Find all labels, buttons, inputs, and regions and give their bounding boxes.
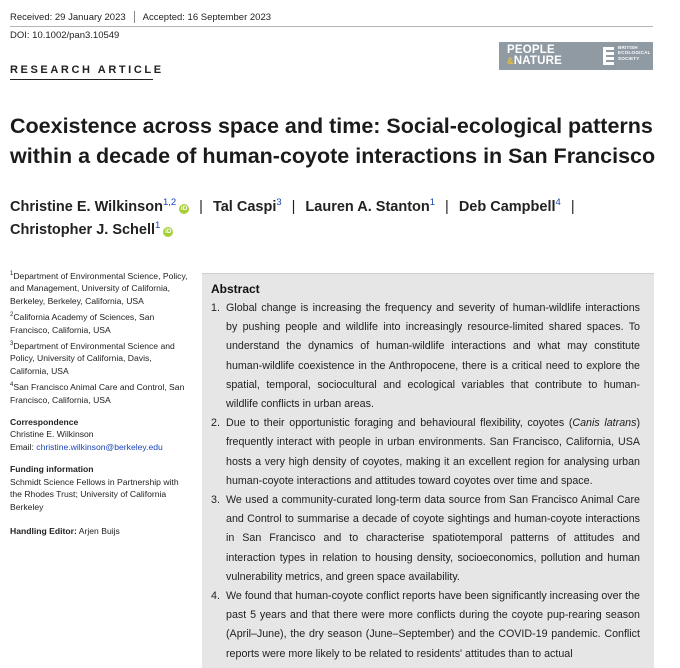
abstract-item-text: ) frequently interact with people in urban environments. San Francisco, California, USA hosts a very high density of coyotes, making it an excellent region for analysing urban human-coyote interactions and attitudes toward coyotes over time and space. bbox=[226, 417, 641, 487]
abstract-list bbox=[211, 299, 640, 664]
affiliation bbox=[10, 381, 190, 406]
orcid-icon[interactable]: iD bbox=[165, 228, 172, 235]
affiliation bbox=[10, 311, 190, 336]
abstract-heading: Abstract bbox=[211, 282, 260, 296]
affiliation-text: Department of Environmental Science, Policy, and Management, University of California, Berkeley, Berkeley, California, USA bbox=[10, 271, 188, 306]
affiliation-number: 2 bbox=[10, 312, 14, 319]
abstract-item-text: We found that human-coyote conflict reports have been significantly increasing over the past 5 years and that there were more conflicts during the coyote pup-rearing season (April–June), the dry season (June–September) and the COVID-19 pandemic. Conflict reports were more likely to be related to residents' attitudes than to actual bbox=[226, 590, 640, 660]
article-sidebar bbox=[10, 270, 190, 545]
author-name[interactable]: Tal Caspi bbox=[212, 199, 277, 215]
author-separator: | bbox=[570, 199, 575, 215]
correspondence-heading: Correspondence bbox=[10, 417, 79, 428]
handling-editor-name: Arjen Buijs bbox=[78, 525, 120, 536]
correspondence-email-line bbox=[10, 441, 190, 453]
logo-nature-word: NATURE bbox=[513, 55, 562, 67]
logo-line-nature bbox=[507, 55, 562, 67]
accepted-date: Accepted: 16 September 2023 bbox=[142, 11, 272, 23]
author-affiliation-ref[interactable]: 1 bbox=[429, 197, 436, 209]
abstract-item-number: 4. bbox=[211, 590, 220, 603]
author-separator: | bbox=[291, 199, 296, 215]
correspondence-block bbox=[10, 416, 190, 453]
doi[interactable]: DOI: 10.1002/pan3.10549 bbox=[10, 30, 120, 41]
abstract-box bbox=[202, 273, 654, 668]
orcid-icon[interactable]: iD bbox=[180, 205, 188, 212]
author-name[interactable]: Deb Campbell bbox=[458, 199, 556, 215]
author-separator: | bbox=[445, 199, 449, 215]
abstract-item-text: We used a community-curated long-term data source from San Francisco Animal Care and Control to summarise a decade of coyote sightings and human-coyote interactions in San Francisco and to characterise spatiotemporal patterns of attitudes and interaction types in relation to housing density, socioeconomics, pollution and human vulnerability metrics, and green space availability. bbox=[226, 494, 640, 583]
funding-heading: Funding information bbox=[10, 464, 94, 475]
author-name[interactable]: Christine E. Wilkinson bbox=[10, 199, 163, 215]
author-list bbox=[10, 196, 660, 242]
abstract-item-number: 1. bbox=[211, 302, 220, 314]
affiliation bbox=[10, 270, 190, 307]
people-and-nature-logo bbox=[499, 42, 653, 70]
abstract-item bbox=[211, 299, 640, 414]
received-date: Received: 29 January 2023 bbox=[10, 11, 126, 23]
date-divider bbox=[134, 11, 135, 23]
author-affiliation-ref[interactable]: 1,2 bbox=[162, 197, 177, 209]
abstract-item-number: 2. bbox=[211, 417, 220, 430]
author-affiliation-ref[interactable]: 1 bbox=[155, 220, 161, 232]
society-line: ECOLOGICAL bbox=[618, 50, 651, 56]
species-name: Canis latrans bbox=[572, 417, 637, 430]
society-line: SOCIETY bbox=[618, 55, 640, 61]
header-rule bbox=[10, 26, 653, 27]
article-type: RESEARCH ARTICLE bbox=[10, 64, 164, 76]
correspondence-email-link[interactable]: christine.wilkinson@berkeley.edu bbox=[36, 441, 163, 452]
author-name[interactable]: Lauren A. Stanton bbox=[305, 199, 430, 215]
author-separator: | bbox=[199, 199, 203, 215]
society-name bbox=[618, 45, 651, 61]
handling-editor-block bbox=[10, 525, 190, 537]
abstract-item-number: 3. bbox=[211, 494, 220, 507]
affiliation-text: California Academy of Sciences, San Francisco, California, USA bbox=[10, 312, 155, 335]
society-line: BRITISH bbox=[618, 45, 638, 50]
author[interactable] bbox=[10, 222, 173, 238]
funding-block bbox=[10, 463, 190, 513]
funding-text: Schmidt Science Fellows in Partnership with the Rhodes Trust; University of California Berkeley bbox=[10, 476, 179, 512]
affiliation-number: 4 bbox=[10, 382, 14, 389]
affiliation-number: 1 bbox=[10, 271, 14, 278]
abstract-item-text: Due to their opportunistic foraging and behavioural flexibility, coyotes ( bbox=[226, 417, 573, 430]
logo-ampersand: & bbox=[507, 56, 514, 66]
abstract-item bbox=[211, 414, 640, 491]
abstract-item-text: Global change is increasing the frequency and severity of human-wildlife interactions by pushing people and wildlife into increasingly resource-limited shared spaces. To understand the dynamics of human-wildlife interactions and what may constitute human-wildlife coexistence in the Anthropocene, there is a critical need to explore the spatial, temporal, sociocultural and ecological variables that contribute to human-wildlife conflicts in urban areas. bbox=[226, 302, 640, 411]
author[interactable] bbox=[10, 199, 189, 215]
affiliation-number: 3 bbox=[10, 341, 14, 348]
affiliation-text: Department of Environmental Science and Policy, University of California, Davis, California, USA bbox=[10, 341, 175, 376]
correspondence-name: Christine E. Wilkinson bbox=[10, 429, 94, 440]
abstract-item bbox=[211, 491, 640, 587]
author-affiliation-ref[interactable]: 4 bbox=[555, 197, 561, 209]
handling-editor-label: Handling Editor: bbox=[10, 525, 77, 536]
affiliation bbox=[10, 340, 190, 377]
abstract-item bbox=[211, 587, 640, 664]
author[interactable] bbox=[305, 199, 435, 215]
affiliation-text: San Francisco Animal Care and Control, San Francisco, California, USA bbox=[10, 382, 185, 405]
author[interactable] bbox=[213, 199, 282, 215]
bes-logo-icon bbox=[603, 47, 614, 65]
author[interactable] bbox=[459, 199, 561, 215]
email-label: Email: bbox=[10, 441, 37, 452]
logo-line-people: PEOPLE bbox=[507, 44, 555, 56]
article-type-rule bbox=[10, 79, 153, 80]
author-affiliation-ref[interactable]: 3 bbox=[276, 197, 282, 209]
publication-dates bbox=[10, 11, 271, 23]
article-title: Coexistence across space and time: Social-ecological patterns within a decade of human-coyote interactions in San Francisco bbox=[10, 114, 656, 168]
author-name[interactable]: Christopher J. Schell bbox=[10, 222, 156, 238]
